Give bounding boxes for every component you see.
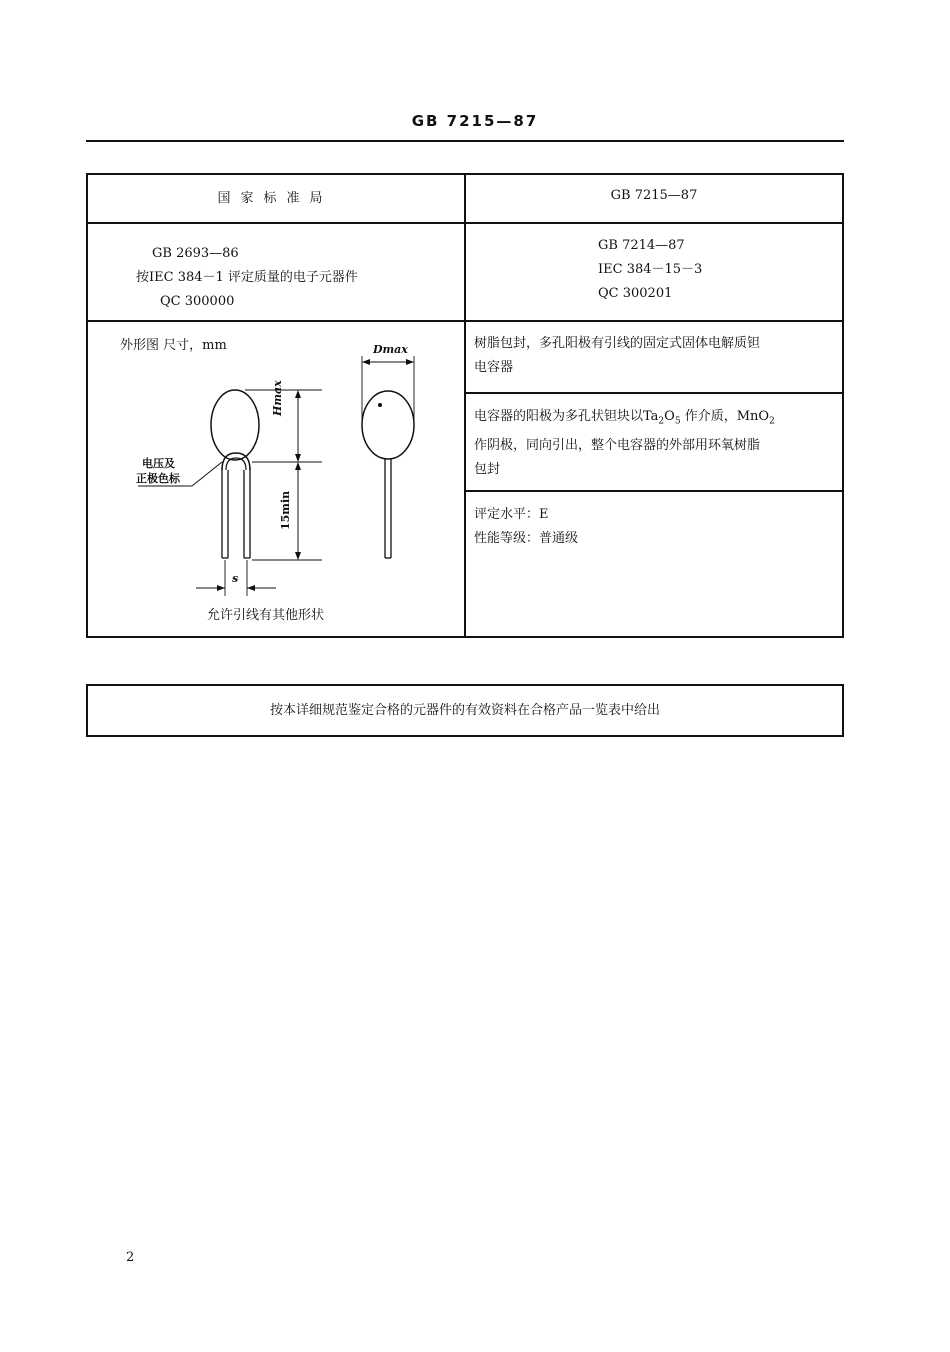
capacitor-body-side xyxy=(362,391,414,459)
outline-label: 外形图 尺寸，mm xyxy=(120,338,227,353)
footer-note: 按本详细规范鉴定合格的元器件的有效资料在合格产品一览表中给出 xyxy=(269,703,660,718)
description-text: 电容器的阳极为多孔状钽块以Ta xyxy=(474,409,659,424)
reference-line: IEC 384－15－3 xyxy=(598,262,703,277)
title-line: 树脂包封，多孔阳极有引线的固定式固体电解质钽 xyxy=(474,336,761,351)
document-number: GB 7215—87 xyxy=(411,112,539,130)
assessment-info xyxy=(474,503,578,551)
capacitor-body-front xyxy=(211,390,259,460)
d-max-label: Dmax xyxy=(373,343,408,356)
polarity-label-line2: 正极色标 xyxy=(136,472,180,485)
lead-spacing-label: s xyxy=(232,572,239,585)
performance-grade: 性能等级：普通级 xyxy=(474,531,579,546)
description-line: 电容器的阳极为多孔状钽块以$Ta_2O_5$ 作介质，MnO$_2$ xyxy=(474,409,775,427)
reference-line: 按IEC 384－1 评定质量的电子元器件 xyxy=(136,270,358,285)
reference-line: GB 7214—87 xyxy=(598,238,685,253)
page-number: 2 xyxy=(126,1250,135,1265)
polarity-leader xyxy=(192,462,222,486)
outline-caption: 允许引线有其他形状 xyxy=(207,608,325,623)
reference-line: QC 300000 xyxy=(160,294,235,309)
description-line: 包封 xyxy=(474,461,501,477)
issuing-authority: 国家标准局 xyxy=(217,191,333,206)
polarity-label-line1: 电压及 xyxy=(142,457,175,470)
standard-number: GB 7215—87 xyxy=(610,188,698,203)
reference-line: QC 300201 xyxy=(598,286,673,301)
h-max-label: Hmax xyxy=(271,380,284,416)
description-line: 作阴极，同向引出，整个电容器的外部用环氧树脂 xyxy=(474,437,761,453)
capacitor-title xyxy=(474,332,760,380)
capacitor-description xyxy=(474,405,775,482)
title-line: 电容器 xyxy=(474,360,514,375)
reference-line: GB 2693—86 xyxy=(152,246,239,261)
assessment-level: 评定水平：E xyxy=(474,507,549,522)
lead-length-label: 15min xyxy=(279,490,292,530)
polarity-dot xyxy=(378,403,382,407)
